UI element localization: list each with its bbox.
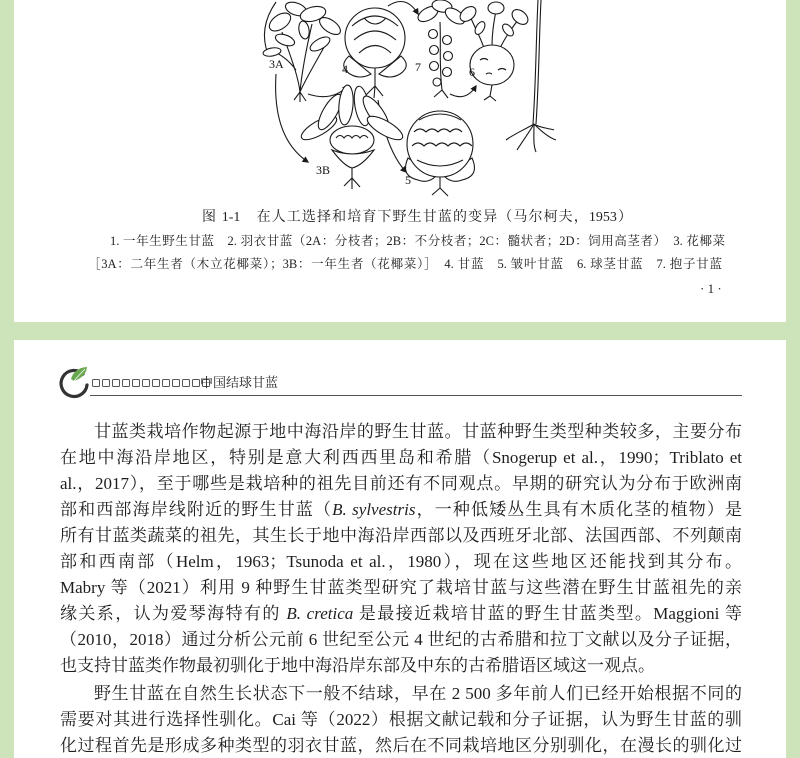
header-ornament-square [112, 379, 120, 387]
text-line: 在地中海沿岸地区，特别是意大利西西里岛和希腊（Snogerup et al.，1990；Triblato et [60, 448, 742, 467]
paragraph [60, 419, 742, 679]
text-segment: 部和西部海岸线附近的野生甘蓝（ [60, 500, 333, 519]
plant-7-brussels-sprouts-drawing [415, 0, 467, 98]
text-line: Mabry 等（2021）利用 9 种野生甘蓝类型研究了栽培甘蓝与这些潜在野生甘蓝祖先的亲 [60, 578, 742, 597]
header-ornament-square [152, 379, 160, 387]
figure-label-4: 4 [342, 62, 348, 76]
species-name: B. cretica [286, 604, 354, 623]
cabbage-variation-figure [14, 0, 786, 205]
figure-legend-line: ［3A：二年生者（木立花椰菜）；3B：一年生者（花椰菜）］ 4. 甘蓝 5. 皱叶甘蓝 6. 球茎甘蓝 7. 抱子甘蓝 [88, 257, 722, 271]
figure-label-3b: 3B [316, 163, 331, 177]
text-line: 甘蓝类栽培作物起源于地中海沿岸的野生甘蓝。甘蓝种野生类型种类较多，主要分布 [94, 422, 742, 441]
body-text [60, 419, 742, 758]
header-ornament-square [142, 379, 150, 387]
text-line: 所有甘蓝类蔬菜的祖先，其生长于地中海沿岸西部以及西班牙北部、法国西部、不列颠南 [60, 526, 742, 545]
text-line [60, 497, 742, 523]
figure-label-5: 5 [405, 173, 411, 187]
header-ornament-square [102, 379, 110, 387]
header-ornament-square [92, 379, 100, 387]
header-ornament-row [92, 379, 212, 388]
text-line: 部和西南部（Helm，1963；Tsunoda et al.，1980），现在这些地区还能找到其分布。 [60, 552, 742, 571]
header-rule [90, 395, 742, 396]
plant-4-cabbage-drawing [344, 8, 407, 98]
book-page-2 [14, 340, 786, 758]
text-line: al.，2017），至于哪些是栽培种的祖先目前还有不同观点。早期的研究认为分布于欧洲南 [60, 474, 742, 493]
text-line: （2010，2018）通过分析公元前 6 世纪至公元 4 世纪的古希腊和拉丁文献以及分子证据， [60, 630, 742, 649]
header-ornament-square [182, 379, 190, 387]
leaf-logo-icon [58, 366, 90, 400]
running-header-title: 中国结球甘蓝 [200, 376, 279, 391]
paragraph [60, 681, 742, 758]
text-line: 野生甘蓝在自然生长状态下一般不结球，早在 2 500 多年前人们已经开始根据不同的 [94, 684, 742, 703]
text-line: 化过程首先是形成多种类型的羽衣甘蓝，然后在不同栽培地区分别驯化，在漫长的驯化过 [60, 736, 742, 755]
header-ornament-square [172, 379, 180, 387]
plant-5-savoy-cabbage-drawing [406, 111, 475, 196]
header-ornament-square [162, 379, 170, 387]
text-line [60, 601, 742, 627]
text-segment: ，一种低矮丛生具有木质化茎的植物）是 [415, 500, 742, 519]
figure-caption: 图 1-1 在人工选择和培育下野生甘蓝的变异（马尔柯夫，1953） [202, 210, 632, 225]
species-name: B. sylvestris [332, 500, 416, 519]
figure-label-3a: 3A [269, 57, 284, 71]
plant-3a-drawing [262, 0, 343, 102]
wild-cabbage-stalk-drawing [506, 0, 556, 152]
page-number: · 1 · [700, 281, 722, 296]
text-segment: 是最接近栽培甘蓝的野生甘蓝类型。Maggioni 等 [353, 604, 742, 623]
figure-legend-line: 1. 一年生野生甘蓝 2. 羽衣甘蓝（2A：分枝者；2B：不分枝者；2C：髓状者；2D：饲用高茎者） 3. 花椰菜 [110, 234, 725, 248]
plant-6-kohlrabi-drawing [457, 2, 531, 101]
text-segment: 缘关系，认为爱琴海特有的 [60, 604, 287, 623]
text-line: 也支持甘蓝类作物最初驯化于地中海沿岸东部及中东的古希腊语区域这一观点。 [60, 656, 655, 675]
figure-label-6: 6 [469, 65, 475, 79]
header-ornament-square [132, 379, 140, 387]
text-line: 需要对其进行选择性驯化。Cai 等（2022）根据文献记载和分子证据，认为野生甘蓝的驯 [60, 710, 742, 729]
figure-label-7: 7 [415, 60, 421, 74]
book-page-1 [14, 0, 786, 322]
header-ornament-square [192, 379, 200, 387]
header-ornament-square [122, 379, 130, 387]
plant-3b-cauliflower-drawing [298, 84, 406, 189]
